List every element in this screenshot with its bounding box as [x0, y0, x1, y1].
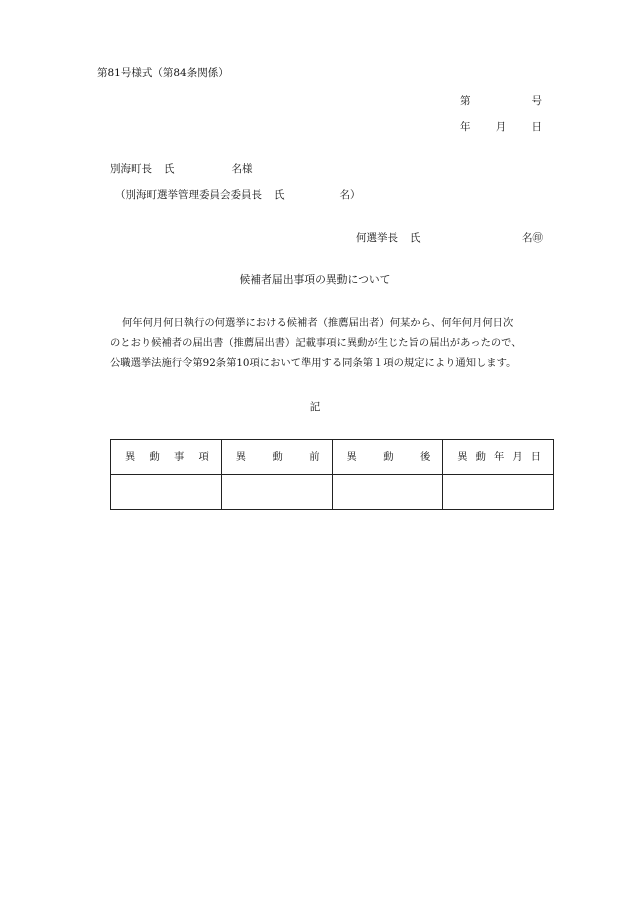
header-change-date: 異 動 年 月 日	[443, 440, 554, 475]
addressee-alt-suffix: 名）	[339, 189, 361, 201]
date-day: 日	[531, 121, 542, 133]
sender-seal: 名㊞	[522, 232, 543, 244]
addressee-line-1	[110, 164, 253, 175]
cell-change-item[interactable]	[111, 475, 222, 510]
document-title: 候補者届出事項の異動について	[239, 273, 391, 286]
body-line-3: 公職選挙法施行令第92条第10項において準用する同条第１項の規定により通知します。	[110, 357, 517, 369]
table-row	[111, 475, 554, 510]
form-number: 第81号様式（第84条関係）	[97, 67, 229, 79]
document-number	[460, 96, 542, 107]
cell-change-date[interactable]	[443, 475, 554, 510]
date-month: 月	[495, 121, 507, 133]
header-change-item: 異 動 事 項	[111, 440, 222, 475]
sender-shi: 氏	[410, 232, 421, 244]
body-line-1: 何年何月何日執行の何選挙における候補者（推薦届出者）何某から、何年何月何日次	[122, 317, 514, 329]
addressee-alt-title: （別海町選挙管理委員会委員長	[115, 189, 262, 201]
cell-before-change[interactable]	[221, 475, 332, 510]
cell-after-change[interactable]	[332, 475, 443, 510]
addressee-line-2	[115, 190, 361, 201]
number-go: 号	[531, 95, 542, 107]
body-line-2: のとおり候補者の届出書（推薦届出書）記載事項に異動が生じた旨の届出があったので、	[110, 337, 522, 349]
body-paragraph	[110, 313, 572, 373]
number-dai: 第	[460, 95, 471, 107]
addressee-alt-shi: 氏	[274, 189, 285, 201]
date-year: 年	[460, 121, 471, 133]
header-before-change: 異 動 前	[221, 440, 332, 475]
addressee-shi: 氏	[164, 163, 175, 175]
changes-table	[110, 439, 554, 510]
ki-heading: 記	[309, 401, 321, 413]
sender-title: 何選挙長	[356, 232, 398, 244]
sender-line	[356, 233, 543, 244]
document-date	[460, 122, 542, 133]
header-after-change: 異 動 後	[332, 440, 443, 475]
table-header-row	[111, 440, 554, 475]
addressee-suffix: 名様	[231, 163, 253, 175]
addressee-title: 別海町長	[110, 163, 152, 175]
